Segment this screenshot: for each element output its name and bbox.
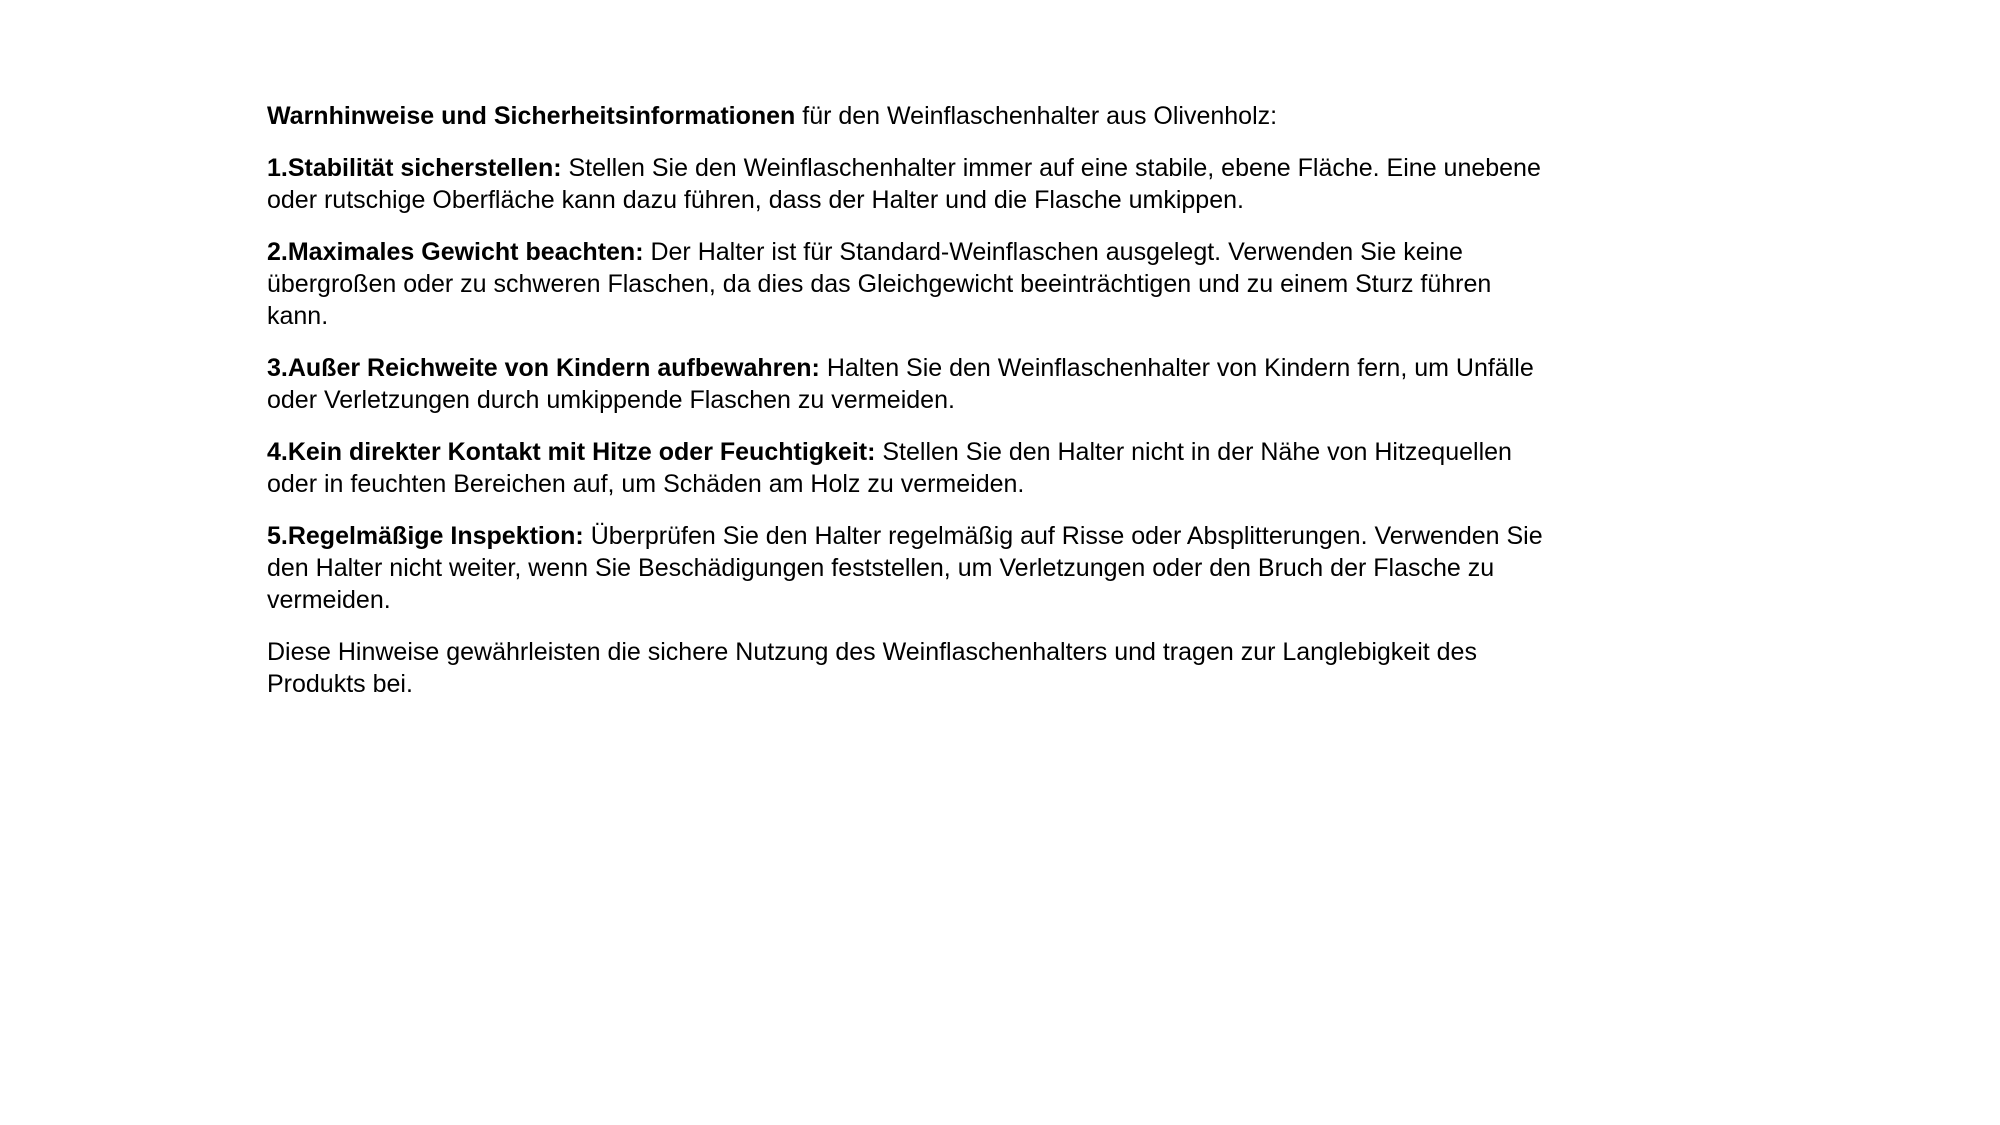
closing-paragraph: Diese Hinweise gewährleisten die sichere Nutzung des Weinflaschenhalters und tragen zur Langlebigkeit des Produkts bei. [267, 638, 1477, 698]
warning-item-1-title: 1.Stabilität sicherstellen: [267, 154, 562, 182]
warning-item-4-text: Stellen Sie den Halter nicht in der Nähe von Hitzequellen oder in feuchten Bereichen auf, um Schäden am Holz zu vermeiden. [267, 438, 1512, 498]
warning-item-5-text: Überprüfen Sie den Halter regelmäßig auf Risse oder Absplitterungen. Verwenden Sie den Halter nicht weiter, wenn Sie Beschädigungen feststellen, um Verletzungen oder den Bruch der Flasche zu vermeiden. [267, 522, 1543, 614]
warning-item-2-title: 2.Maximales Gewicht beachten: [267, 238, 644, 266]
warning-item-2-text: Der Halter ist für Standard-Weinflaschen ausgelegt. Verwenden Sie keine übergroßen oder zu schweren Flaschen, da dies das Gleichgewicht beeinträchtigen und zu einem Sturz führen kann. [267, 238, 1492, 330]
warning-item-3-title: 3.Außer Reichweite von Kindern aufbewahren: [267, 354, 820, 382]
warning-item-4-title: 4.Kein direkter Kontakt mit Hitze oder Feuchtigkeit: [267, 438, 876, 466]
warning-item-5-title: 5.Regelmäßige Inspektion: [267, 522, 584, 550]
intro-heading: Warnhinweise und Sicherheitsinformationen [267, 102, 796, 130]
warning-item-4 [267, 436, 1547, 500]
warning-item-2 [267, 236, 1547, 332]
warning-item-1-text: Stellen Sie den Weinflaschenhalter immer auf eine stabile, ebene Fläche. Eine unebene oder rutschige Oberfläche kann dazu führen, dass der Halter und die Flasche umkippen. [267, 154, 1541, 214]
intro-paragraph [267, 100, 1547, 132]
intro-text: für den Weinflaschenhalter aus Olivenholz: [795, 102, 1278, 130]
warning-item-3 [267, 352, 1547, 416]
warning-item-1 [267, 152, 1547, 216]
warning-item-3-text: Halten Sie den Weinflaschenhalter von Kindern fern, um Unfälle oder Verletzungen durch umkippende Flaschen zu vermeiden. [267, 354, 1534, 414]
warning-item-5 [267, 520, 1547, 616]
document-body [267, 100, 1547, 720]
